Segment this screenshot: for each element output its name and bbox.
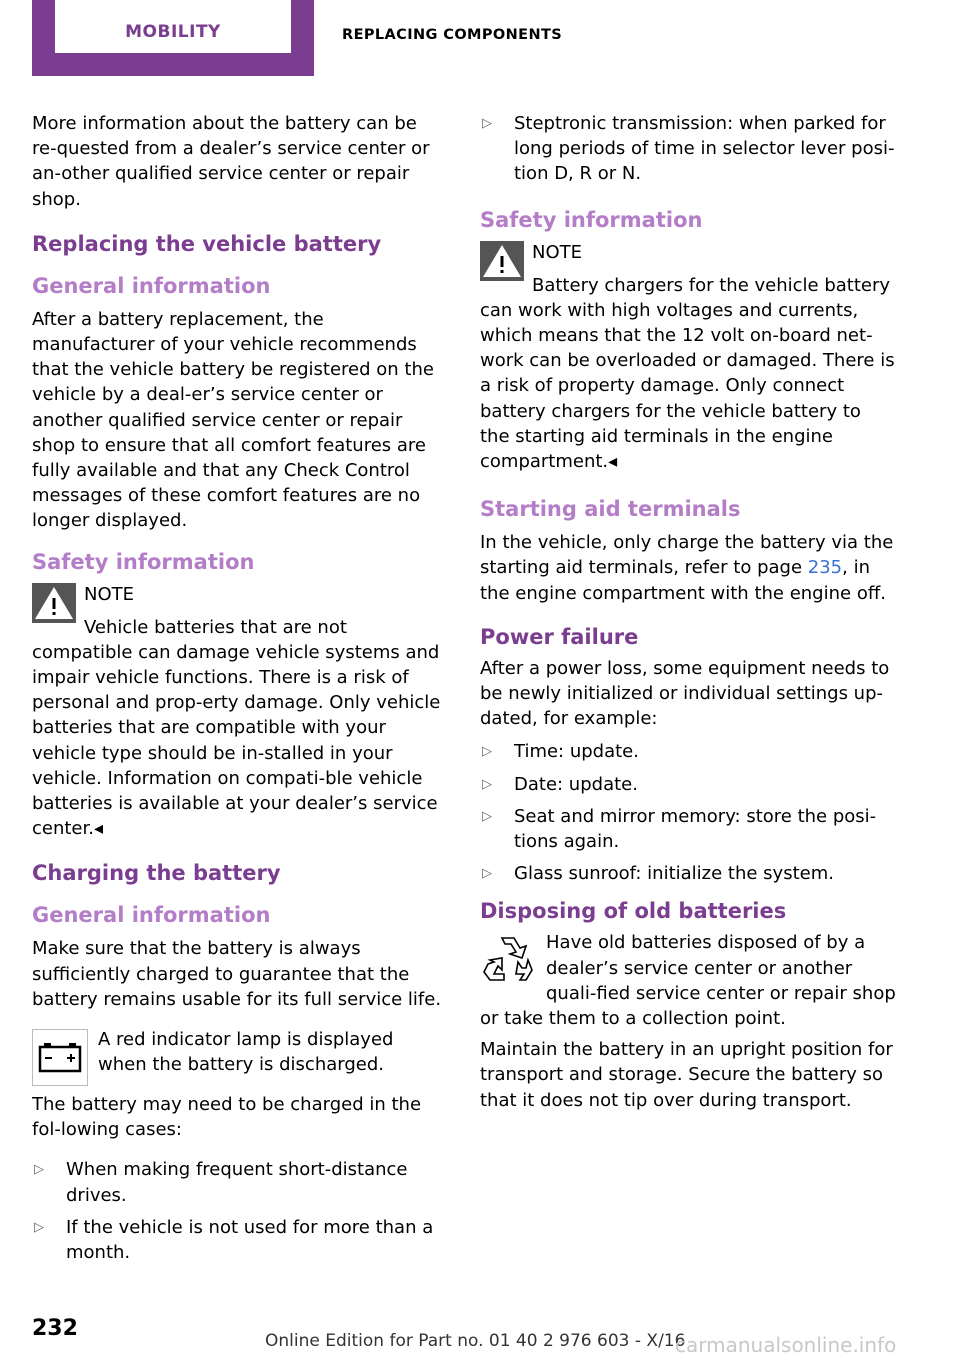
page-number: 232 <box>32 1316 78 1341</box>
cases-list <box>32 1157 446 1265</box>
intro-text: More information about the battery can be re‐quested from a dealer’s service center or an‐other qualified service center or repair shop. <box>32 113 430 210</box>
list-item: ▷ Time: update. <box>480 739 896 764</box>
disposing-block <box>480 930 896 1031</box>
triangle-bullet-icon: ▷ <box>482 866 492 882</box>
battery-lamp-icon <box>32 1029 88 1086</box>
triangle-bullet-icon: ▷ <box>482 116 492 131</box>
subheading-safety-information: Safety information <box>32 549 255 574</box>
heading-power-failure: Power failure <box>480 624 639 649</box>
cases-intro: The battery may need to be charged in the fol‐lowing cases: <box>32 1094 422 1141</box>
list-item: ▷ When making frequent short-distance drives. <box>34 1159 408 1206</box>
left-column <box>32 111 446 1277</box>
charging-general-text: Make sure that the battery is always sufficiently charged to guarantee that the battery remains usable for its full service life. <box>32 938 442 1010</box>
power-failure-text: After a power loss, some equipment needs to be newly initialized or individual settings up‐dated, for example: <box>480 657 890 730</box>
triangle-bullet-icon: ▷ <box>34 1162 44 1178</box>
subheading-general-information-2: General information <box>32 903 271 928</box>
list-item: ▷ Date: update. <box>480 772 896 797</box>
subheading-starting-aid-terminals: Starting aid terminals <box>480 497 741 522</box>
note-text: Vehicle batteries that are not compatible can damage vehicle systems and impair vehicle functions. There is a risk of personal and prop‐erty damage. Only vehicle batteries that are compatible with your vehicle type should be in‐stalled in your vehicle. Information on compati‐ble vehicle batteries is available at your dealer’s service center.◂ <box>32 616 441 840</box>
recycle-icon <box>480 930 536 986</box>
maintain-text: Maintain the battery in an upright position for transport and storage. Secure the battery so that it does not tip over during transport. <box>480 1039 893 1111</box>
subheading-safety-information-2: Safety information <box>480 207 703 232</box>
note-block-2 <box>480 241 896 475</box>
triangle-bullet-icon: ▷ <box>482 744 492 760</box>
general-information-text: After a battery replacement, the manufacturer of your vehicle recommends that the vehicle battery be registered on the vehicle by a deal‐er’s service center or another qualified service center or repair shop to ensure that all comfort features are fully available and that any Check Control messages of these comfort features are no longer displayed. <box>32 308 434 532</box>
subheading-general-information: General information <box>32 273 271 298</box>
starting-aid-text: In the vehicle, only charge the battery via the starting aid terminals, refer to page 235, in the engine compartment with the engine off. <box>480 532 894 604</box>
note-label: NOTE <box>84 583 135 605</box>
power-list <box>480 739 896 886</box>
list-item: ▷ Seat and mirror memory: store the posi‐tions again. <box>482 805 877 853</box>
list-item: ▷ If the vehicle is not used for more than a month. <box>34 1216 434 1264</box>
disposing-text: Have old batteries disposed of by a dealer’s service center or another quali‐fied service center or repair shop or take them to a collection point. <box>480 932 896 1030</box>
breadcrumb: REPLACING COMPONENTS <box>342 27 563 43</box>
triangle-bullet-icon: ▷ <box>482 776 492 792</box>
list-item: ▷ Glass sunroof: initialize the system. <box>480 861 896 886</box>
warning-triangle-icon <box>480 241 524 281</box>
section-tab-label[interactable]: MOBILITY <box>125 22 221 42</box>
heading-replacing-battery: Replacing the vehicle battery <box>32 231 382 256</box>
heading-charging-battery: Charging the battery <box>32 861 281 886</box>
triangle-bullet-icon: ▷ <box>482 808 492 824</box>
list-item: ▷ Steptronic transmission: when parked for long periods of time in selector lever posi‐tion D, R or N. <box>482 113 895 185</box>
page-link[interactable]: 235 <box>807 557 843 579</box>
footer-edition: Online Edition for Part no. 01 40 2 976 603 - X/16 <box>265 1331 686 1351</box>
right-column <box>480 111 896 1128</box>
note-label-2: NOTE <box>532 241 583 263</box>
note-block <box>32 583 446 842</box>
warning-triangle-icon <box>32 583 76 623</box>
note-text-2: Battery chargers for the vehicle battery can work with high voltages and currents, which means that the 12 volt on-board net‐work can be overloaded or damaged. There is a risk of property damage. Only connect battery chargers for the vehicle battery to the starting aid terminals in the engine compartment.◂ <box>480 274 895 473</box>
watermark: carmanualsonline.info <box>675 1333 897 1357</box>
heading-disposing: Disposing of old batteries <box>480 899 787 924</box>
triangle-bullet-icon: ▷ <box>34 1219 44 1235</box>
top-list <box>480 111 896 187</box>
lamp-block <box>32 1027 446 1092</box>
lamp-text: A red indicator lamp is displayed when the battery is discharged. <box>98 1029 394 1076</box>
